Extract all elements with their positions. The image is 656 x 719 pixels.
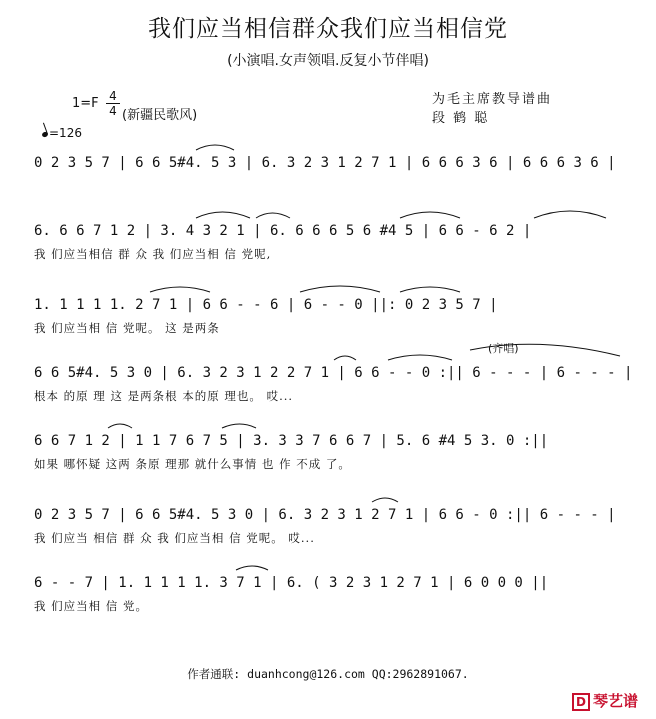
score-line-4 (34, 358, 634, 404)
logo-mark-icon: D (572, 693, 590, 711)
time-signature (106, 90, 120, 117)
lyrics-row: 我 们应当 相信 群 众 我 们应当相 信 党呢。 哎... (34, 531, 315, 545)
notation-row: 6 - - 7 | 1. 1 1 1 1. 3 7 1 | 6. ( 3 2 3 1 2 7 1 | 6 0 0 0 || (34, 575, 549, 591)
song-subtitle: (小演唱.女声领唱.反复小节伴唱) (227, 53, 429, 69)
lyrics-row: 根本 的原 理 这 是两条根 本的原 理也。 哎... (34, 389, 294, 403)
score-line-1 (34, 148, 634, 178)
tempo-marking (42, 126, 82, 140)
style-marking: (新疆民歌风) (122, 108, 198, 123)
quarter-note-icon (41, 131, 48, 138)
composer-note: 为毛主席教导谱曲 (432, 92, 553, 107)
score-line-7 (34, 568, 634, 614)
site-logo (572, 690, 638, 711)
logo-text: 琴艺谱 (592, 692, 638, 710)
chorus-marking: (齐唱) (488, 342, 519, 355)
notation-row: 6. 6 6 7 1 2 | 3. 4 3 2 1 | 6. 6 6 6 5 6 #4 5 | 6 6 - 6 2 | (34, 223, 532, 239)
notation-row: 0 2 3 5 7 | 6 6 5#4. 5 3 | 6. 3 2 3 1 2 7 1 | 6 6 6 3 6 | 6 6 6 3 6 | (34, 155, 616, 171)
song-title: 我们应当相信群众我们应当相信党 (148, 16, 508, 42)
lyrics-row: 我 们应当相信 群 众 我 们应当相 信 党呢, (34, 247, 272, 261)
score-line-6 (34, 500, 634, 546)
score-line-3 (34, 290, 634, 336)
meter-bottom: 4 (109, 104, 117, 118)
author-contact: 作者通联: duanhcong@126.com QQ:2962891067. (187, 667, 469, 681)
tempo-value: =126 (49, 126, 82, 140)
notation-row: 0 2 3 5 7 | 6 6 5#4. 5 3 0 | 6. 3 2 3 1 2 7 1 | 6 6 - 0 :|| 6 - - - | (34, 507, 616, 523)
meter-top: 4 (109, 89, 117, 103)
score-line-2 (34, 216, 634, 262)
notation-row: 6 6 7 1 2 | 1 1 7 6 7 5 | 3. 3 3 7 6 6 7 | 5. 6 #4 5 3. 0 :|| (34, 433, 549, 449)
notation-row: 1. 1 1 1 1. 2 7 1 | 6 6 - - 6 | 6 - - 0 ||: 0 2 3 5 7 | (34, 297, 498, 313)
lyrics-row: 如果 哪怀疑 这两 条原 理那 就什么事情 也 作 不成 了。 (34, 457, 351, 471)
key-signature: 1=F (72, 96, 99, 111)
credits (432, 90, 552, 128)
lyrics-row: 我 们应当相 信 党呢。 这 是两条 (34, 321, 220, 335)
lyrics-row: 我 们应当相 信 党。 (34, 599, 148, 613)
composer-name: 段 鹤 聪 (432, 111, 490, 126)
score-line-5 (34, 426, 634, 472)
notation-row: 6 6 5#4. 5 3 0 | 6. 3 2 3 1 2 2 7 1 | 6 6 - - 0 :|| 6 - - - | 6 - - - | (34, 365, 633, 381)
